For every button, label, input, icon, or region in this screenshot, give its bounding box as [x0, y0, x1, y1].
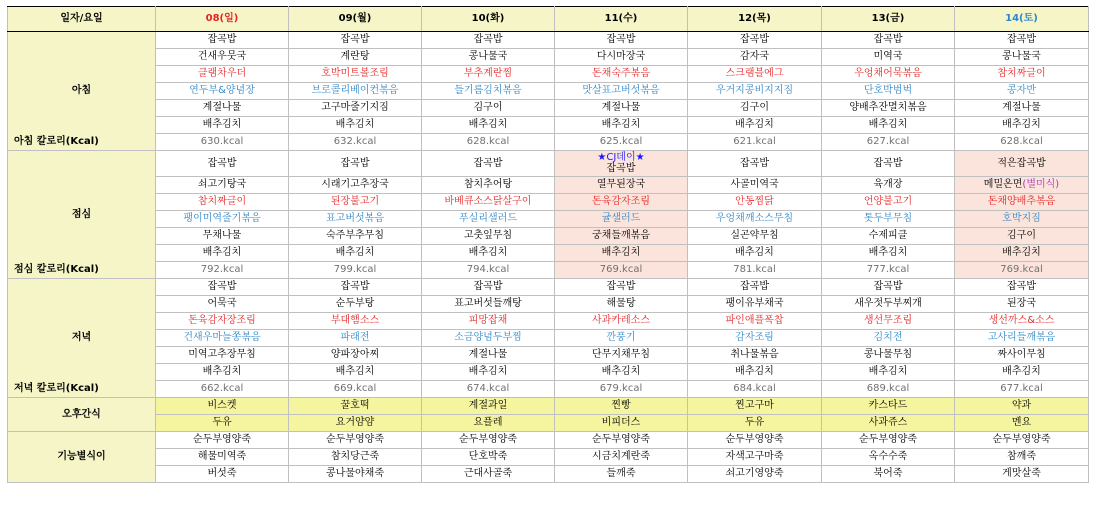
- menu-item-text: 잡곡밥: [606, 162, 636, 174]
- lunch-calorie-label: 점심 칼로리(Kcal): [14, 264, 99, 275]
- menu-item: 우거지콩비지지짐: [688, 83, 822, 100]
- day-header: 12(목): [688, 7, 822, 32]
- menu-item: 바베큐소스닭살구이: [422, 194, 555, 211]
- porridge-item: 북어죽: [822, 466, 955, 483]
- menu-item: 돈채숙주볶음: [555, 66, 688, 83]
- dinner-row: [8, 347, 1089, 364]
- menu-item: 배추김치: [955, 245, 1089, 262]
- lunch-row: [8, 245, 1089, 262]
- menu-item: 잡곡밥: [289, 279, 422, 296]
- snack-item: 멘요: [955, 415, 1089, 432]
- breakfast-row: [8, 66, 1089, 83]
- menu-item: 호박지짐: [955, 211, 1089, 228]
- calorie-value: 684.kcal: [688, 381, 822, 398]
- menu-item: 배추김치: [688, 117, 822, 134]
- snack-label: 오후간식: [8, 398, 156, 432]
- calorie-value: 679.kcal: [555, 381, 688, 398]
- menu-item: 잡곡밥: [688, 151, 822, 177]
- menu-item: 팽이미역줄기볶음: [156, 211, 289, 228]
- menu-item: 배추김치: [555, 245, 688, 262]
- calorie-value: 792.kcal: [156, 262, 289, 279]
- snack-item: 찐고구마: [688, 398, 822, 415]
- menu-item: 배추김치: [688, 364, 822, 381]
- menu-item: 계절나물: [955, 100, 1089, 117]
- snack-item: 요거얌얌: [289, 415, 422, 432]
- menu-item: 고사리들깨볶음: [955, 330, 1089, 347]
- breakfast-row: [8, 117, 1089, 134]
- menu-item: 육개장: [822, 177, 955, 194]
- calorie-value: 628.kcal: [422, 134, 555, 151]
- menu-item: 배추김치: [688, 245, 822, 262]
- menu-item: 스크램블에그: [688, 66, 822, 83]
- functional-row: [8, 449, 1089, 466]
- breakfast-row: [8, 100, 1089, 117]
- calorie-value: 777.kcal: [822, 262, 955, 279]
- menu-item: 생선무조림: [822, 313, 955, 330]
- breakfast-row: [8, 83, 1089, 100]
- menu-item: 파인애플폭찹: [688, 313, 822, 330]
- menu-item: 김구이: [955, 228, 1089, 245]
- menu-item: 계절나물: [555, 100, 688, 117]
- calorie-value: 769.kcal: [555, 262, 688, 279]
- menu-item-text: 메밀온면: [983, 179, 1023, 190]
- menu-item: 건새우뭇국: [156, 49, 289, 66]
- lunch-label: [8, 151, 156, 279]
- functional-label: 기능별식이: [8, 432, 156, 483]
- menu-item: 참치짜글이: [156, 194, 289, 211]
- menu-item: 잡곡밥: [422, 279, 555, 296]
- menu-item: 배추김치: [289, 117, 422, 134]
- snack-item: 비피더스: [555, 415, 688, 432]
- menu-item: 궁채들깨볶음: [555, 228, 688, 245]
- menu-item: 다시마장국: [555, 49, 688, 66]
- lunch-row: [8, 211, 1089, 228]
- cj-day-tag: ★CJ데이★: [597, 151, 645, 163]
- menu-item: 계절나물: [156, 100, 289, 117]
- menu-item: 어묵국: [156, 296, 289, 313]
- menu-item: 고춧잎무침: [422, 228, 555, 245]
- menu-item: 단무지채무침: [555, 347, 688, 364]
- dinner-row: [8, 330, 1089, 347]
- menu-item: 돈육감자장조림: [156, 313, 289, 330]
- header-label: 일자/요일: [8, 7, 156, 32]
- day-header: 10(화): [422, 7, 555, 32]
- functional-row: [8, 466, 1089, 483]
- menu-item: [955, 177, 1089, 194]
- breakfast-calorie-label: 아침 칼로리(Kcal): [14, 136, 99, 147]
- calorie-value: 674.kcal: [422, 381, 555, 398]
- menu-item: 잡곡밥: [289, 151, 422, 177]
- porridge-item: 자색고구마죽: [688, 449, 822, 466]
- calorie-value: 769.kcal: [955, 262, 1089, 279]
- menu-item: 실곤약무침: [688, 228, 822, 245]
- menu-item: 잡곡밥: [156, 279, 289, 296]
- menu-item: 김치전: [822, 330, 955, 347]
- porridge-item: 참깨죽: [955, 449, 1089, 466]
- menu-item: 들기름김치볶음: [422, 83, 555, 100]
- menu-item: 잡곡밥: [555, 279, 688, 296]
- menu-item: 취나물볶음: [688, 347, 822, 364]
- special-dish-tag: (별미식): [1022, 179, 1060, 190]
- menu-item: 사과카레소스: [555, 313, 688, 330]
- menu-item: [555, 151, 688, 177]
- lunch-label-text: 점심: [71, 208, 92, 220]
- snack-item: 꿀호떡: [289, 398, 422, 415]
- menu-item: 배추김치: [955, 364, 1089, 381]
- day-header: 14(토): [955, 7, 1089, 32]
- weekly-menu-table: [7, 6, 1089, 483]
- dinner-label-text: 저녁: [71, 332, 92, 343]
- menu-item: 연두부&양념장: [156, 83, 289, 100]
- menu-item: 생선까스&소스: [955, 313, 1089, 330]
- snack-row: [8, 398, 1089, 415]
- porridge-item: 단호박죽: [422, 449, 555, 466]
- menu-item: 잡곡밥: [422, 32, 555, 49]
- menu-item: 배추김치: [555, 117, 688, 134]
- snack-item: 약과: [955, 398, 1089, 415]
- porridge-item: 해물미역죽: [156, 449, 289, 466]
- porridge-item: 순두부영양죽: [422, 432, 555, 449]
- dinner-label: [8, 279, 156, 398]
- menu-item: 호박미트볼조림: [289, 66, 422, 83]
- menu-item: 콩나물국: [422, 49, 555, 66]
- menu-item: 배추김치: [289, 364, 422, 381]
- menu-item: 잡곡밥: [955, 32, 1089, 49]
- menu-item: 배추김치: [422, 245, 555, 262]
- porridge-item: 콩나물야채죽: [289, 466, 422, 483]
- menu-item: 미역국: [822, 49, 955, 66]
- menu-item: 우엉채깨소스무침: [688, 211, 822, 228]
- porridge-item: 버섯죽: [156, 466, 289, 483]
- dinner-row: [8, 313, 1089, 330]
- menu-item: 잡곡밥: [156, 151, 289, 177]
- menu-item: 피망잡채: [422, 313, 555, 330]
- menu-item: 잡곡밥: [688, 279, 822, 296]
- calorie-value: 621.kcal: [688, 134, 822, 151]
- menu-item: 배추김치: [422, 117, 555, 134]
- menu-item: 미역고추장무침: [156, 347, 289, 364]
- dinner-calorie-label: 저녁 칼로리(Kcal): [14, 383, 99, 394]
- menu-item: 참치추어탕: [422, 177, 555, 194]
- lunch-calorie-row: [8, 262, 1089, 279]
- snack-item: 두유: [156, 415, 289, 432]
- menu-item: 부대햄소스: [289, 313, 422, 330]
- menu-item: 잡곡밥: [822, 151, 955, 177]
- menu-item: 푸실리샐러드: [422, 211, 555, 228]
- lunch-row: [8, 228, 1089, 245]
- menu-item: 열무된장국: [555, 177, 688, 194]
- day-header: 09(월): [289, 7, 422, 32]
- menu-item: 양파장아찌: [289, 347, 422, 364]
- menu-item: 숙주부추무침: [289, 228, 422, 245]
- calorie-value: 628.kcal: [955, 134, 1089, 151]
- menu-item: 배추김치: [289, 245, 422, 262]
- menu-item: 해물탕: [555, 296, 688, 313]
- menu-item: 적은잡곡밥: [955, 151, 1089, 177]
- menu-item: 단호박범벅: [822, 83, 955, 100]
- menu-item: 계란탕: [289, 49, 422, 66]
- porridge-item: 참치당근죽: [289, 449, 422, 466]
- dinner-row: [8, 364, 1089, 381]
- day-header: 11(수): [555, 7, 688, 32]
- menu-item: 팽이유부채국: [688, 296, 822, 313]
- snack-row: [8, 415, 1089, 432]
- menu-item: 표고버섯들깨탕: [422, 296, 555, 313]
- calorie-value: 677.kcal: [955, 381, 1089, 398]
- calorie-value: 632.kcal: [289, 134, 422, 151]
- menu-item: 배추김치: [156, 245, 289, 262]
- menu-item: 배추김치: [156, 364, 289, 381]
- dinner-row: [8, 279, 1089, 296]
- menu-item: 맛살표고버섯볶음: [555, 83, 688, 100]
- porridge-item: 순두부영양죽: [688, 432, 822, 449]
- menu-item: 배추김치: [955, 117, 1089, 134]
- breakfast-label-text: 아침: [71, 85, 92, 96]
- calorie-value: 625.kcal: [555, 134, 688, 151]
- calorie-value: 689.kcal: [822, 381, 955, 398]
- breakfast-label: [8, 32, 156, 151]
- calorie-value: 794.kcal: [422, 262, 555, 279]
- menu-item: 건새우마늘쫑볶음: [156, 330, 289, 347]
- snack-item: 사과쥬스: [822, 415, 955, 432]
- dinner-calorie-row: [8, 381, 1089, 398]
- day-header: 08(일): [156, 7, 289, 32]
- menu-item: 된장불고기: [289, 194, 422, 211]
- menu-item: 브로콜리베이컨볶음: [289, 83, 422, 100]
- menu-item: 언양불고기: [822, 194, 955, 211]
- menu-item: 잡곡밥: [822, 279, 955, 296]
- menu-item: 잡곡밥: [555, 32, 688, 49]
- menu-item: 된장국: [955, 296, 1089, 313]
- menu-item: 쇠고기탕국: [156, 177, 289, 194]
- menu-item: 감자조림: [688, 330, 822, 347]
- snack-item: 카스타드: [822, 398, 955, 415]
- lunch-row: [8, 151, 1089, 177]
- menu-item: 김구이: [688, 100, 822, 117]
- menu-item: 톳두부무침: [822, 211, 955, 228]
- calorie-value: 627.kcal: [822, 134, 955, 151]
- menu-item: 시래기고추장국: [289, 177, 422, 194]
- menu-item: 배추김치: [822, 245, 955, 262]
- porridge-item: 옥수수죽: [822, 449, 955, 466]
- menu-item: 수제피클: [822, 228, 955, 245]
- snack-item: 계절과일: [422, 398, 555, 415]
- menu-item: 우엉채어묵볶음: [822, 66, 955, 83]
- porridge-item: 시금치계란죽: [555, 449, 688, 466]
- menu-item: 콩자반: [955, 83, 1089, 100]
- porridge-item: 쇠고기영양죽: [688, 466, 822, 483]
- breakfast-calorie-row: [8, 134, 1089, 151]
- breakfast-row: [8, 49, 1089, 66]
- menu-item: 배추김치: [422, 364, 555, 381]
- menu-item: 잡곡밥: [422, 151, 555, 177]
- menu-item: 돈육감자조림: [555, 194, 688, 211]
- porridge-item: 근대사골죽: [422, 466, 555, 483]
- menu-item: 짜사이무침: [955, 347, 1089, 364]
- menu-item: 돈채양배추볶음: [955, 194, 1089, 211]
- menu-item: 배추김치: [156, 117, 289, 134]
- dinner-row: [8, 296, 1089, 313]
- menu-item: 잡곡밥: [955, 279, 1089, 296]
- menu-item: 계절나물: [422, 347, 555, 364]
- menu-item: 잡곡밥: [289, 32, 422, 49]
- menu-item: 클램차우더: [156, 66, 289, 83]
- menu-item: 배추김치: [822, 117, 955, 134]
- menu-item: 파래전: [289, 330, 422, 347]
- menu-item: 콩나물국: [955, 49, 1089, 66]
- menu-item: 참치짜글이: [955, 66, 1089, 83]
- menu-item: 잡곡밥: [156, 32, 289, 49]
- porridge-item: 순두부영양죽: [955, 432, 1089, 449]
- menu-item: 부추계란찜: [422, 66, 555, 83]
- snack-item: 요플레: [422, 415, 555, 432]
- menu-item: 무채나물: [156, 228, 289, 245]
- lunch-row: [8, 194, 1089, 211]
- menu-item: 김구이: [422, 100, 555, 117]
- menu-item: 새우젓두부찌개: [822, 296, 955, 313]
- calorie-value: 669.kcal: [289, 381, 422, 398]
- menu-item: 표고버섯볶음: [289, 211, 422, 228]
- porridge-item: 들깨죽: [555, 466, 688, 483]
- porridge-item: 순두부영양죽: [156, 432, 289, 449]
- porridge-item: 순두부영양죽: [289, 432, 422, 449]
- calorie-value: 662.kcal: [156, 381, 289, 398]
- menu-item: 귤샐러드: [555, 211, 688, 228]
- breakfast-row: [8, 32, 1089, 49]
- calorie-value: 781.kcal: [688, 262, 822, 279]
- snack-item: 비스켓: [156, 398, 289, 415]
- menu-item: 잡곡밥: [688, 32, 822, 49]
- snack-item: 두유: [688, 415, 822, 432]
- menu-item: 감자국: [688, 49, 822, 66]
- snack-item: 찐빵: [555, 398, 688, 415]
- menu-item: 고구마줄기지짐: [289, 100, 422, 117]
- menu-item: 안동찜닭: [688, 194, 822, 211]
- menu-item: 배추김치: [555, 364, 688, 381]
- lunch-row: [8, 177, 1089, 194]
- menu-item: 소금양념두부찜: [422, 330, 555, 347]
- porridge-item: 순두부영양죽: [555, 432, 688, 449]
- porridge-item: 순두부영양죽: [822, 432, 955, 449]
- menu-item: 배추김치: [822, 364, 955, 381]
- menu-item: 양배추잔멸치볶음: [822, 100, 955, 117]
- day-header: 13(금): [822, 7, 955, 32]
- calorie-value: 630.kcal: [156, 134, 289, 151]
- menu-item: 순두부탕: [289, 296, 422, 313]
- menu-item: 잡곡밥: [822, 32, 955, 49]
- menu-item: 콩나물무침: [822, 347, 955, 364]
- functional-row: [8, 432, 1089, 449]
- menu-item: 깐풍기: [555, 330, 688, 347]
- porridge-item: 게맛살죽: [955, 466, 1089, 483]
- calorie-value: 799.kcal: [289, 262, 422, 279]
- menu-item: 사골미역국: [688, 177, 822, 194]
- header-row: [8, 7, 1089, 32]
